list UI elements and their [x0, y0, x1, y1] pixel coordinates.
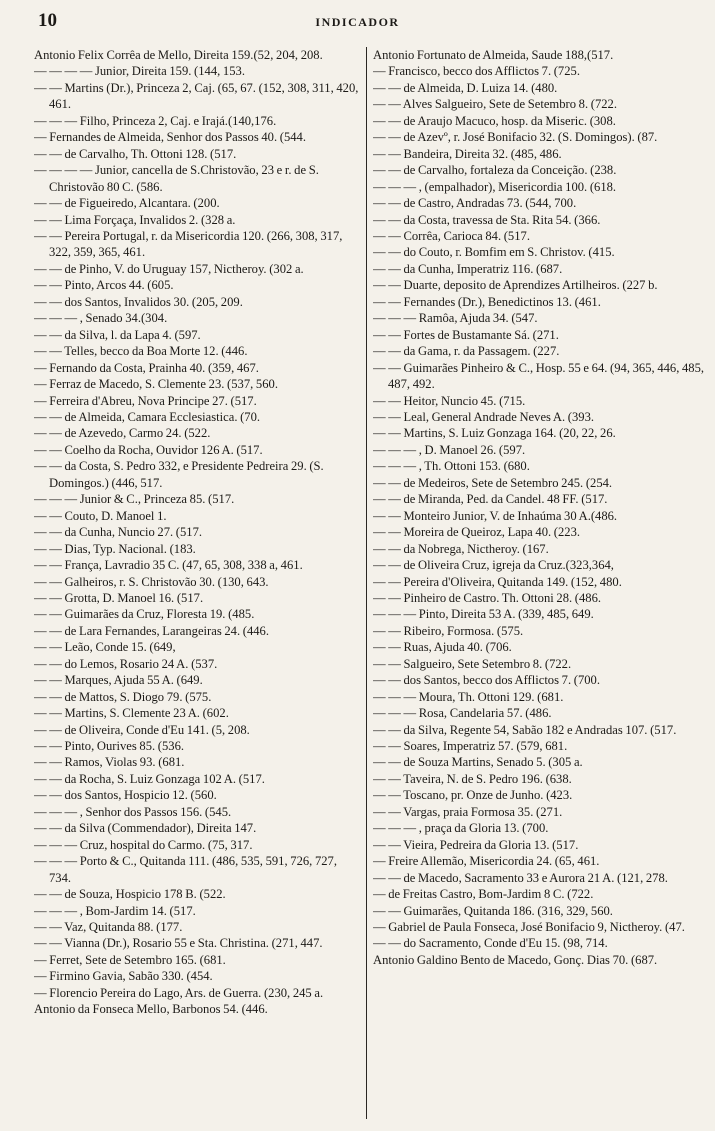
directory-entry: — — — Cruz, hospital do Carmo. (75, 317.: [34, 837, 253, 852]
column-divider: [366, 47, 367, 1119]
directory-entry: — de Freitas Castro, Bom-Jardim 8 C. (722.: [373, 887, 594, 902]
directory-entry: — — Pereira d'Oliveira, Quitanda 149. (152, 480.: [373, 574, 622, 589]
directory-entry: — — de Carvalho, fortaleza da Conceição. (238.: [373, 163, 617, 178]
directory-entry: — — Guimarães da Cruz, Floresta 19. (485.: [34, 607, 255, 622]
directory-entry: — — — Junior & C., Princeza 85. (517.: [34, 492, 235, 507]
directory-entry: — — — , Senhor dos Passos 156. (545.: [34, 804, 232, 819]
directory-entry: — — Guimarães Pinheiro & C., Hosp. 55 e 64. (94, 365, 446, 485, 487, 492.: [373, 360, 705, 392]
directory-entry: — — da Rocha, S. Luiz Gonzaga 102 A. (517.: [34, 771, 265, 786]
directory-entry: — — Moreira de Queiroz, Lapa 40. (223.: [373, 525, 581, 540]
directory-entry: — — — Filho, Princeza 2, Caj. e Irajá.(140,176.: [34, 113, 277, 128]
directory-entry: — — de Lara Fernandes, Larangeiras 24. (446.: [34, 623, 269, 638]
directory-entry: — — de Macedo, Sacramento 33 e Aurora 21 A. (121, 278.: [373, 870, 668, 885]
directory-entry: — — da Silva (Commendador), Direita 147.: [34, 821, 257, 836]
directory-entry: — — Pinto, Ourives 85. (536.: [34, 739, 185, 754]
directory-entry: — — Vianna (Dr.), Rosario 55 e Sta. Christina. (271, 447.: [34, 936, 323, 951]
directory-entry: — — — , Th. Ottoni 153. (680.: [373, 459, 530, 474]
directory-entry: — — — — Junior, Direita 159. (144, 153.: [34, 64, 245, 79]
directory-entry: Antonio Felix Corrêa de Mello, Direita 159.(52, 204, 208.: [34, 48, 323, 62]
directory-entry: — — — , Senado 34.(304.: [34, 311, 168, 326]
directory-entry: — Ferreira d'Abreu, Nova Principe 27. (517.: [34, 393, 257, 408]
directory-entry: — — da Cunha, Imperatriz 116. (687.: [373, 261, 563, 276]
directory-entry: Antonio da Fonseca Mello, Barbonos 54. (446.: [34, 1002, 268, 1017]
directory-entry: — — Martins, S. Luiz Gonzaga 164. (20, 22, 26.: [373, 426, 616, 441]
directory-entry: Antonio Fortunato de Almeida, Saude 188,(517.: [373, 48, 614, 62]
directory-entry: — — do Lemos, Rosario 24 A. (537.: [34, 656, 218, 671]
directory-entry: — — de Souza, Hospicio 178 B. (522.: [34, 887, 226, 902]
directory-entry: — — de Mattos, S. Diogo 79. (575.: [34, 689, 212, 704]
directory-entry: — — Dias, Typ. Nacional. (183.: [34, 541, 196, 556]
right-column: [373, 47, 706, 1119]
directory-entry: — — de Oliveira, Conde d'Eu 141. (5, 208.: [34, 722, 250, 737]
directory-entry: — — Duarte, deposito de Aprendizes Artilheiros. (227 b.: [373, 278, 658, 293]
directory-entry: — — Ramos, Violas 93. (681.: [34, 755, 185, 770]
directory-entry: Antonio Galdino Bento de Macedo, Gonç. Dias 70. (687.: [373, 952, 658, 967]
directory-entry: — — Salgueiro, Sete Setembro 8. (722.: [373, 656, 572, 671]
directory-entry: — — — , praça da Gloria 13. (700.: [373, 821, 549, 836]
directory-entry: — — de Araujo Macuco, hosp. da Miseric. (308.: [373, 113, 616, 128]
directory-entry: — — — Porto & C., Quitanda 111. (486, 535, 591, 726, 727, 734.: [34, 854, 338, 885]
directory-entry: — — dos Santos, Invalidos 30. (205, 209.: [34, 294, 243, 309]
directory-entry: — Florencio Pereira do Lago, Ars. de Guerra. (230, 245 a.: [34, 985, 324, 1000]
running-title: INDICADOR: [315, 15, 400, 29]
directory-entry: — — Guimarães, Quitanda 186. (316, 329, 560.: [373, 903, 613, 918]
directory-entry: — — de Azevedo, Carmo 24. (522.: [34, 426, 211, 441]
directory-entry: — — Leão, Conde 15. (649,: [34, 640, 176, 655]
directory-entry: — — Toscano, pr. Onze de Junho. (423.: [373, 788, 573, 803]
directory-entry: — — Heitor, Nuncio 45. (715.: [373, 393, 526, 408]
directory-entry: — — — — Junior, cancella de S.Christovão, 23 e r. de S. Christovão 80 C. (586.: [34, 163, 319, 194]
directory-entry: — — de Azevº, r. José Bonifacio 32. (S. Domingos). (87.: [373, 130, 658, 145]
directory-entry: — — Telles, becco da Boa Morte 12. (446.: [34, 344, 248, 359]
directory-entry: — — — Rosa, Candelaria 57. (486.: [373, 706, 552, 721]
directory-entry: — — de Almeida, D. Luiza 14. (480.: [373, 80, 558, 95]
directory-entry: — — do Sacramento, Conde d'Eu 15. (98, 714.: [373, 936, 608, 951]
directory-entry: — — Martins, S. Clemente 23 A. (602.: [34, 706, 229, 721]
directory-entry: — — de Miranda, Ped. da Candel. 48 FF. (517.: [373, 492, 608, 507]
directory-entry: — — Martins (Dr.), Princeza 2, Caj. (65, 67. (152, 308, 311, 420, 461.: [34, 80, 359, 112]
directory-entry: — — Taveira, N. de S. Pedro 196. (638.: [373, 771, 572, 786]
directory-entry: — — da Cunha, Nuncio 27. (517.: [34, 525, 203, 540]
directory-entry: — — Couto, D. Manoel 1.: [34, 508, 167, 523]
directory-entry: — — Ruas, Ajuda 40. (706.: [373, 640, 512, 655]
directory-entry: — — Grotta, D. Manoel 16. (517.: [34, 590, 204, 605]
directory-entry: — — de Carvalho, Th. Ottoni 128. (517.: [34, 146, 237, 161]
directory-entry: — — de Pinho, V. do Uruguay 157, Nictheroy. (302 a.: [34, 261, 304, 276]
directory-entry: — — da Costa, travessa de Sta. Rita 54. (366.: [373, 212, 601, 227]
directory-entry: — — Pereira Portugal, r. da Misericordia 120. (266, 308, 317, 322, 359, 365, 461.: [34, 228, 343, 260]
directory-entry: — Gabriel de Paula Fonseca, José Bonifacio 9, Nictheroy. (47.: [373, 920, 685, 935]
page-header: [20, 4, 695, 38]
directory-entry: — — Lima Forçaça, Invalidos 2. (328 a.: [34, 212, 236, 227]
directory-entry: — — da Silva, Regente 54, Sabão 182 e Andradas 107. (517.: [373, 722, 677, 737]
directory-entry: — Ferret, Sete de Setembro 165. (681.: [34, 952, 226, 967]
directory-entry: — — França, Lavradio 35 C. (47, 65, 308, 338 a, 461.: [34, 558, 303, 573]
directory-entry: — — Vaz, Quitanda 88. (177.: [34, 920, 183, 935]
directory-entry: — — da Costa, S. Pedro 332, e Presidente Pedreira 29. (S. Domingos.) (446, 517.: [34, 459, 324, 490]
directory-entry: — Firmino Gavia, Sabão 330. (454.: [34, 969, 213, 984]
directory-entry: — — da Gama, r. da Passagem. (227.: [373, 344, 560, 359]
directory-entry: — — Ribeiro, Formosa. (575.: [373, 623, 524, 638]
directory-entry: — — Vargas, praia Formosa 35. (271.: [373, 804, 563, 819]
directory-entry: — — — , Bom-Jardim 14. (517.: [34, 903, 196, 918]
directory-entry: — — da Nobrega, Nictheroy. (167.: [373, 541, 549, 556]
directory-entry: — — da Silva, l. da Lapa 4. (597.: [34, 327, 201, 342]
directory-entry: — — de Oliveira Cruz, igreja da Cruz.(323,364,: [373, 558, 614, 573]
page-number: 10: [38, 10, 57, 31]
directory-entry: — — — Ramôa, Ajuda 34. (547.: [373, 311, 538, 326]
directory-entry: — — Soares, Imperatriz 57. (579, 681.: [373, 739, 568, 754]
directory-entry: — — Pinto, Arcos 44. (605.: [34, 278, 174, 293]
directory-entry: — — de Castro, Andradas 73. (544, 700.: [373, 196, 577, 211]
directory-entry: — — Galheiros, r. S. Christovão 30. (130, 643.: [34, 574, 269, 589]
directory-entry: — — do Couto, r. Bomfim em S. Christov. (415.: [373, 245, 615, 260]
directory-entry: — — Fortes de Bustamante Sá. (271.: [373, 327, 559, 342]
directory-entry: — — de Almeida, Camara Ecclesiastica. (70.: [34, 409, 261, 424]
directory-entry: — — Coelho da Rocha, Ouvidor 126 A. (517.: [34, 442, 263, 457]
directory-entry: — Freire Allemão, Misericordia 24. (65, 461.: [373, 854, 600, 869]
directory-entry: — — dos Santos, becco dos Afflictos 7. (700.: [373, 673, 600, 688]
directory-entry: — Fernandes de Almeida, Senhor dos Passos 40. (544.: [34, 130, 306, 145]
directory-entry: — — — , D. Manoel 26. (597.: [373, 442, 526, 457]
directory-entry: — — Fernandes (Dr.), Benedictinos 13. (461.: [373, 294, 601, 309]
directory-entry: — — Vieira, Pedreira da Gloria 13. (517.: [373, 837, 579, 852]
directory-entry: — Fernando da Costa, Prainha 40. (359, 467.: [34, 360, 259, 375]
directory-entry: — — — , (empalhador), Misericordia 100. (618.: [373, 179, 617, 194]
directory-entry: — — Bandeira, Direita 32. (485, 486.: [373, 146, 562, 161]
directory-entry: — — Monteiro Junior, V. de Inhaúma 30 A.(486.: [373, 508, 618, 523]
directory-entry: — — Marques, Ajuda 55 A. (649.: [34, 673, 203, 688]
directory-entry: — — Alves Salgueiro, Sete de Setembro 8. (722.: [373, 97, 617, 112]
directory-entry: — — de Souza Martins, Senado 5. (305 a.: [373, 755, 583, 770]
left-column: [34, 47, 362, 1119]
directory-entry: — — — Moura, Th. Ottoni 129. (681.: [373, 689, 564, 704]
directory-entry: — — Corrêa, Carioca 84. (517.: [373, 228, 530, 243]
directory-entry: — — Leal, General Andrade Neves A. (393.: [373, 409, 595, 424]
directory-entry: — — de Figueiredo, Alcantara. (200.: [34, 196, 220, 211]
directory-entry: — Francisco, becco dos Afflictos 7. (725.: [373, 64, 580, 79]
directory-columns: [34, 47, 706, 1119]
directory-entry: — — de Medeiros, Sete de Setembro 245. (254.: [373, 475, 613, 490]
directory-entry: — — dos Santos, Hospicio 12. (560.: [34, 788, 217, 803]
directory-entry: — Ferraz de Macedo, S. Clemente 23. (537, 560.: [34, 377, 278, 392]
directory-entry: — — Pinheiro de Castro. Th. Ottoni 28. (486.: [373, 590, 602, 605]
directory-entry: — — — Pinto, Direita 53 A. (339, 485, 649.: [373, 607, 594, 622]
